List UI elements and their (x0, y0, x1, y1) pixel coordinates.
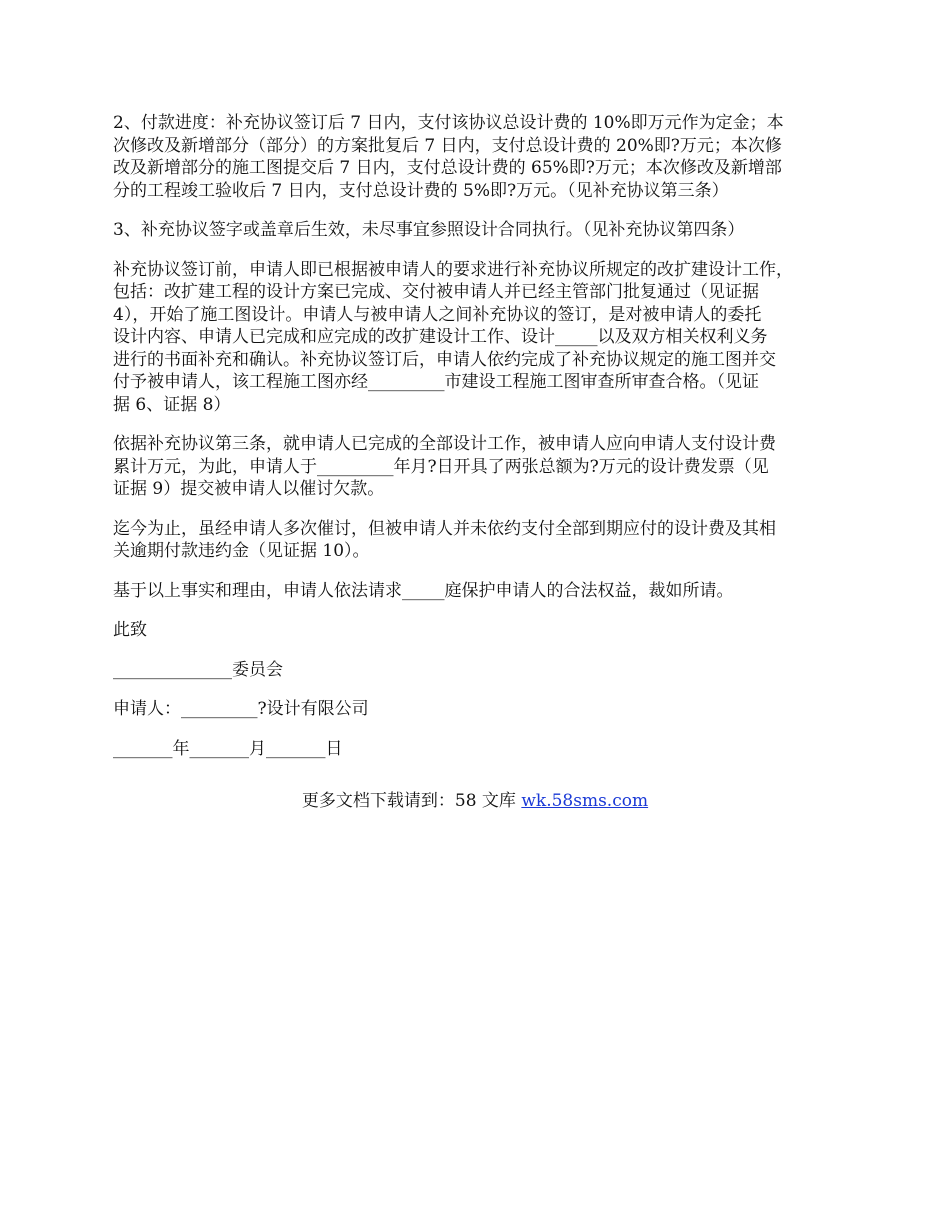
committee-line (113, 659, 833, 682)
footer-link[interactable]: wk.58sms.com (521, 791, 649, 811)
text-line: 累计万元，为此，申请人于_________年月?日开具了两张总额为?万元的设计费发票（见 (113, 456, 769, 477)
text-line: 关逾期付款违约金（见证据 10）。 (113, 541, 370, 561)
date-line (113, 738, 833, 761)
design-work-paragraph (113, 259, 833, 417)
text-line: 改及新增部分的施工图提交后 7 日内，支付总设计费的 65%即?万元；本次修改及新增部 (113, 158, 782, 178)
footer (0, 790, 950, 812)
request-paragraph (113, 580, 833, 603)
text-line: 3、补充协议签字或盖章后生效，未尽事宜参照设计合同执行。（见补充协议第四条） (113, 220, 745, 240)
text-line: _______年_______月_______日 (113, 738, 343, 759)
salutation (113, 619, 833, 642)
text-line: 申请人：_________?设计有限公司 (113, 699, 369, 719)
text-line: 此致 (113, 620, 147, 640)
applicant-line (113, 698, 833, 721)
text-line: 设计内容、申请人已完成和应完成的改扩建设计工作、设计_____以及双方相关权利义务 (113, 327, 768, 347)
text-line: 次修改及新增部分（部分）的方案批复后 7 日内，支付总设计费的 20%即?万元；本次修 (113, 135, 782, 156)
text-line: 4），开始了施工图设计。申请人与被申请人之间补充协议的签订，是对被申请人的委托 (113, 304, 762, 325)
document-body (113, 112, 833, 777)
text-line: 2、付款进度：补充协议签订后 7 日内，支付该协议总设计费的 10%即万元作为定金；本 (113, 113, 784, 133)
payment-schedule-paragraph (113, 112, 833, 202)
text-line: 分的工程竣工验收后 7 日内，支付总设计费的 5%即?万元。（见补充协议第三条） (113, 180, 729, 201)
text-line: 进行的书面补充和确认。补充协议签订后，申请人依约完成了补充协议规定的施工图并交 (113, 349, 776, 370)
footer-text: 更多文档下载请到：58 文库 (301, 791, 522, 811)
text-line: 证据 9）提交被申请人以催讨欠款。 (113, 479, 385, 499)
text-line: 据 6、证据 8） (113, 394, 231, 415)
text-line: 基于以上事实和理由，申请人依法请求_____庭保护申请人的合法权益，裁如所请。 (113, 580, 734, 601)
text-line: 依据补充协议第三条，就申请人已完成的全部设计工作，被申请人应向申请人支付设计费 (113, 434, 776, 454)
text-line: 补充协议签订前，申请人即已根据被申请人的要求进行补充协议所规定的改扩建设计工作， (113, 259, 793, 280)
text-line: 付予被申请人，该工程施工图亦经_________市建设工程施工图审查所审查合格。（见证 (113, 372, 759, 392)
invoice-paragraph (113, 433, 833, 501)
unpaid-paragraph (113, 518, 833, 563)
text-line: ______________委员会 (113, 659, 283, 680)
text-line: 包括：改扩建工程的设计方案已完成、交付被申请人并已经主管部门批复通过（见证据 (113, 282, 759, 302)
effectiveness-paragraph (113, 219, 833, 242)
text-line: 迄今为止，虽经申请人多次催讨，但被申请人并未依约支付全部到期应付的设计费及其相 (113, 518, 776, 539)
